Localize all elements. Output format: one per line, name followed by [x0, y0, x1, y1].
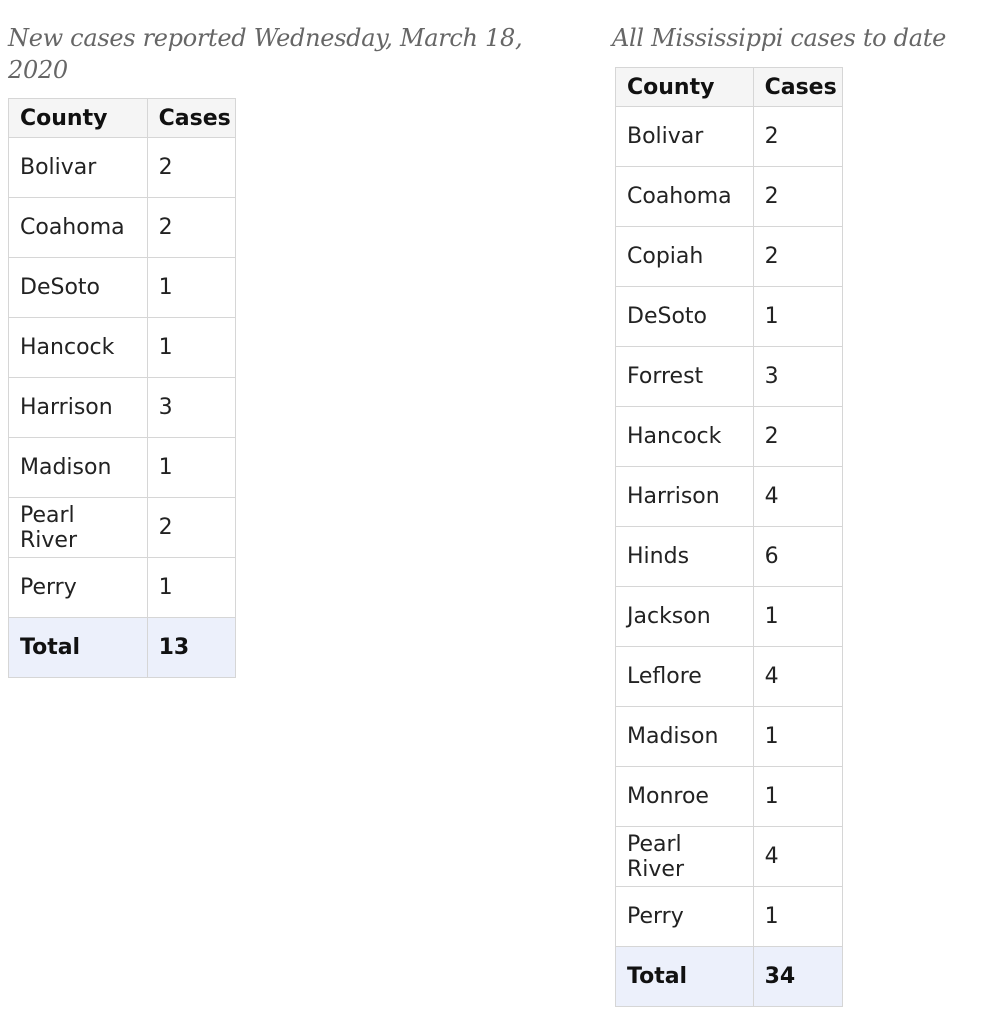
cases-cell: 1 [147, 258, 235, 318]
county-cell: Bolivar [616, 107, 754, 167]
new-cases-caption: New cases reported Wednesday, March 18, 2020 [8, 24, 523, 84]
cases-column-header: Cases [147, 99, 235, 138]
cases-cell: 1 [753, 767, 842, 827]
cases-cell: 2 [753, 107, 842, 167]
table-row [616, 167, 843, 227]
table-row [616, 587, 843, 647]
cases-cell: 4 [753, 467, 842, 527]
all-cases-rows [616, 107, 843, 947]
cases-cell: 1 [147, 318, 235, 378]
table-row [616, 767, 843, 827]
county-cell: Pearl River [616, 827, 754, 887]
table-row [616, 287, 843, 347]
cases-cell: 2 [147, 198, 235, 258]
cases-cell: 3 [147, 378, 235, 438]
table-row [9, 138, 236, 198]
table-row [9, 498, 236, 558]
county-cell: Harrison [616, 467, 754, 527]
cases-cell: 1 [753, 587, 842, 647]
cases-column-header: Cases [753, 68, 842, 107]
county-cell: Coahoma [9, 198, 148, 258]
county-cell: DeSoto [616, 287, 754, 347]
county-column-header: County [9, 99, 148, 138]
table-header-row [616, 68, 843, 107]
table-row [9, 318, 236, 378]
table-row [9, 558, 236, 618]
new-cases-rows [9, 138, 236, 618]
all-cases-caption: All Mississippi cases to date [612, 24, 946, 52]
county-cell: Jackson [616, 587, 754, 647]
county-cell: Perry [616, 887, 754, 947]
county-cell: Leflore [616, 647, 754, 707]
total-row [616, 947, 843, 1007]
cases-cell: 2 [753, 227, 842, 287]
new-cases-table [8, 98, 236, 678]
table-row [616, 347, 843, 407]
total-value: 34 [753, 947, 842, 1007]
county-cell: Harrison [9, 378, 148, 438]
total-label: Total [616, 947, 754, 1007]
table-header-row [9, 99, 236, 138]
county-cell: Forrest [616, 347, 754, 407]
table-row [616, 887, 843, 947]
table-row [616, 647, 843, 707]
cases-cell: 2 [753, 407, 842, 467]
cases-cell: 3 [753, 347, 842, 407]
table-row [616, 107, 843, 167]
table-row [616, 227, 843, 287]
county-cell: Bolivar [9, 138, 148, 198]
county-cell: Coahoma [616, 167, 754, 227]
county-cell: Monroe [616, 767, 754, 827]
cases-cell: 2 [147, 498, 235, 558]
total-value: 13 [147, 618, 235, 678]
county-cell: Copiah [616, 227, 754, 287]
county-cell: Hinds [616, 527, 754, 587]
table-row [9, 438, 236, 498]
table-row [9, 198, 236, 258]
cases-cell: 4 [753, 647, 842, 707]
county-cell: Madison [616, 707, 754, 767]
county-column-header: County [616, 68, 754, 107]
total-label: Total [9, 618, 148, 678]
county-cell: Pearl River [9, 498, 148, 558]
table-row [616, 467, 843, 527]
county-cell: Hancock [9, 318, 148, 378]
cases-cell: 2 [753, 167, 842, 227]
total-row [9, 618, 236, 678]
all-cases-table [615, 67, 843, 1007]
table-row [9, 378, 236, 438]
table-row [616, 827, 843, 887]
cases-cell: 1 [147, 438, 235, 498]
cases-cell: 1 [753, 287, 842, 347]
cases-cell: 1 [147, 558, 235, 618]
county-cell: Madison [9, 438, 148, 498]
table-row [616, 527, 843, 587]
cases-cell: 1 [753, 707, 842, 767]
table-row [616, 407, 843, 467]
cases-cell: 1 [753, 887, 842, 947]
county-cell: Perry [9, 558, 148, 618]
table-row [9, 258, 236, 318]
county-cell: Hancock [616, 407, 754, 467]
cases-cell: 4 [753, 827, 842, 887]
cases-cell: 2 [147, 138, 235, 198]
county-cell: DeSoto [9, 258, 148, 318]
table-row [616, 707, 843, 767]
cases-cell: 6 [753, 527, 842, 587]
